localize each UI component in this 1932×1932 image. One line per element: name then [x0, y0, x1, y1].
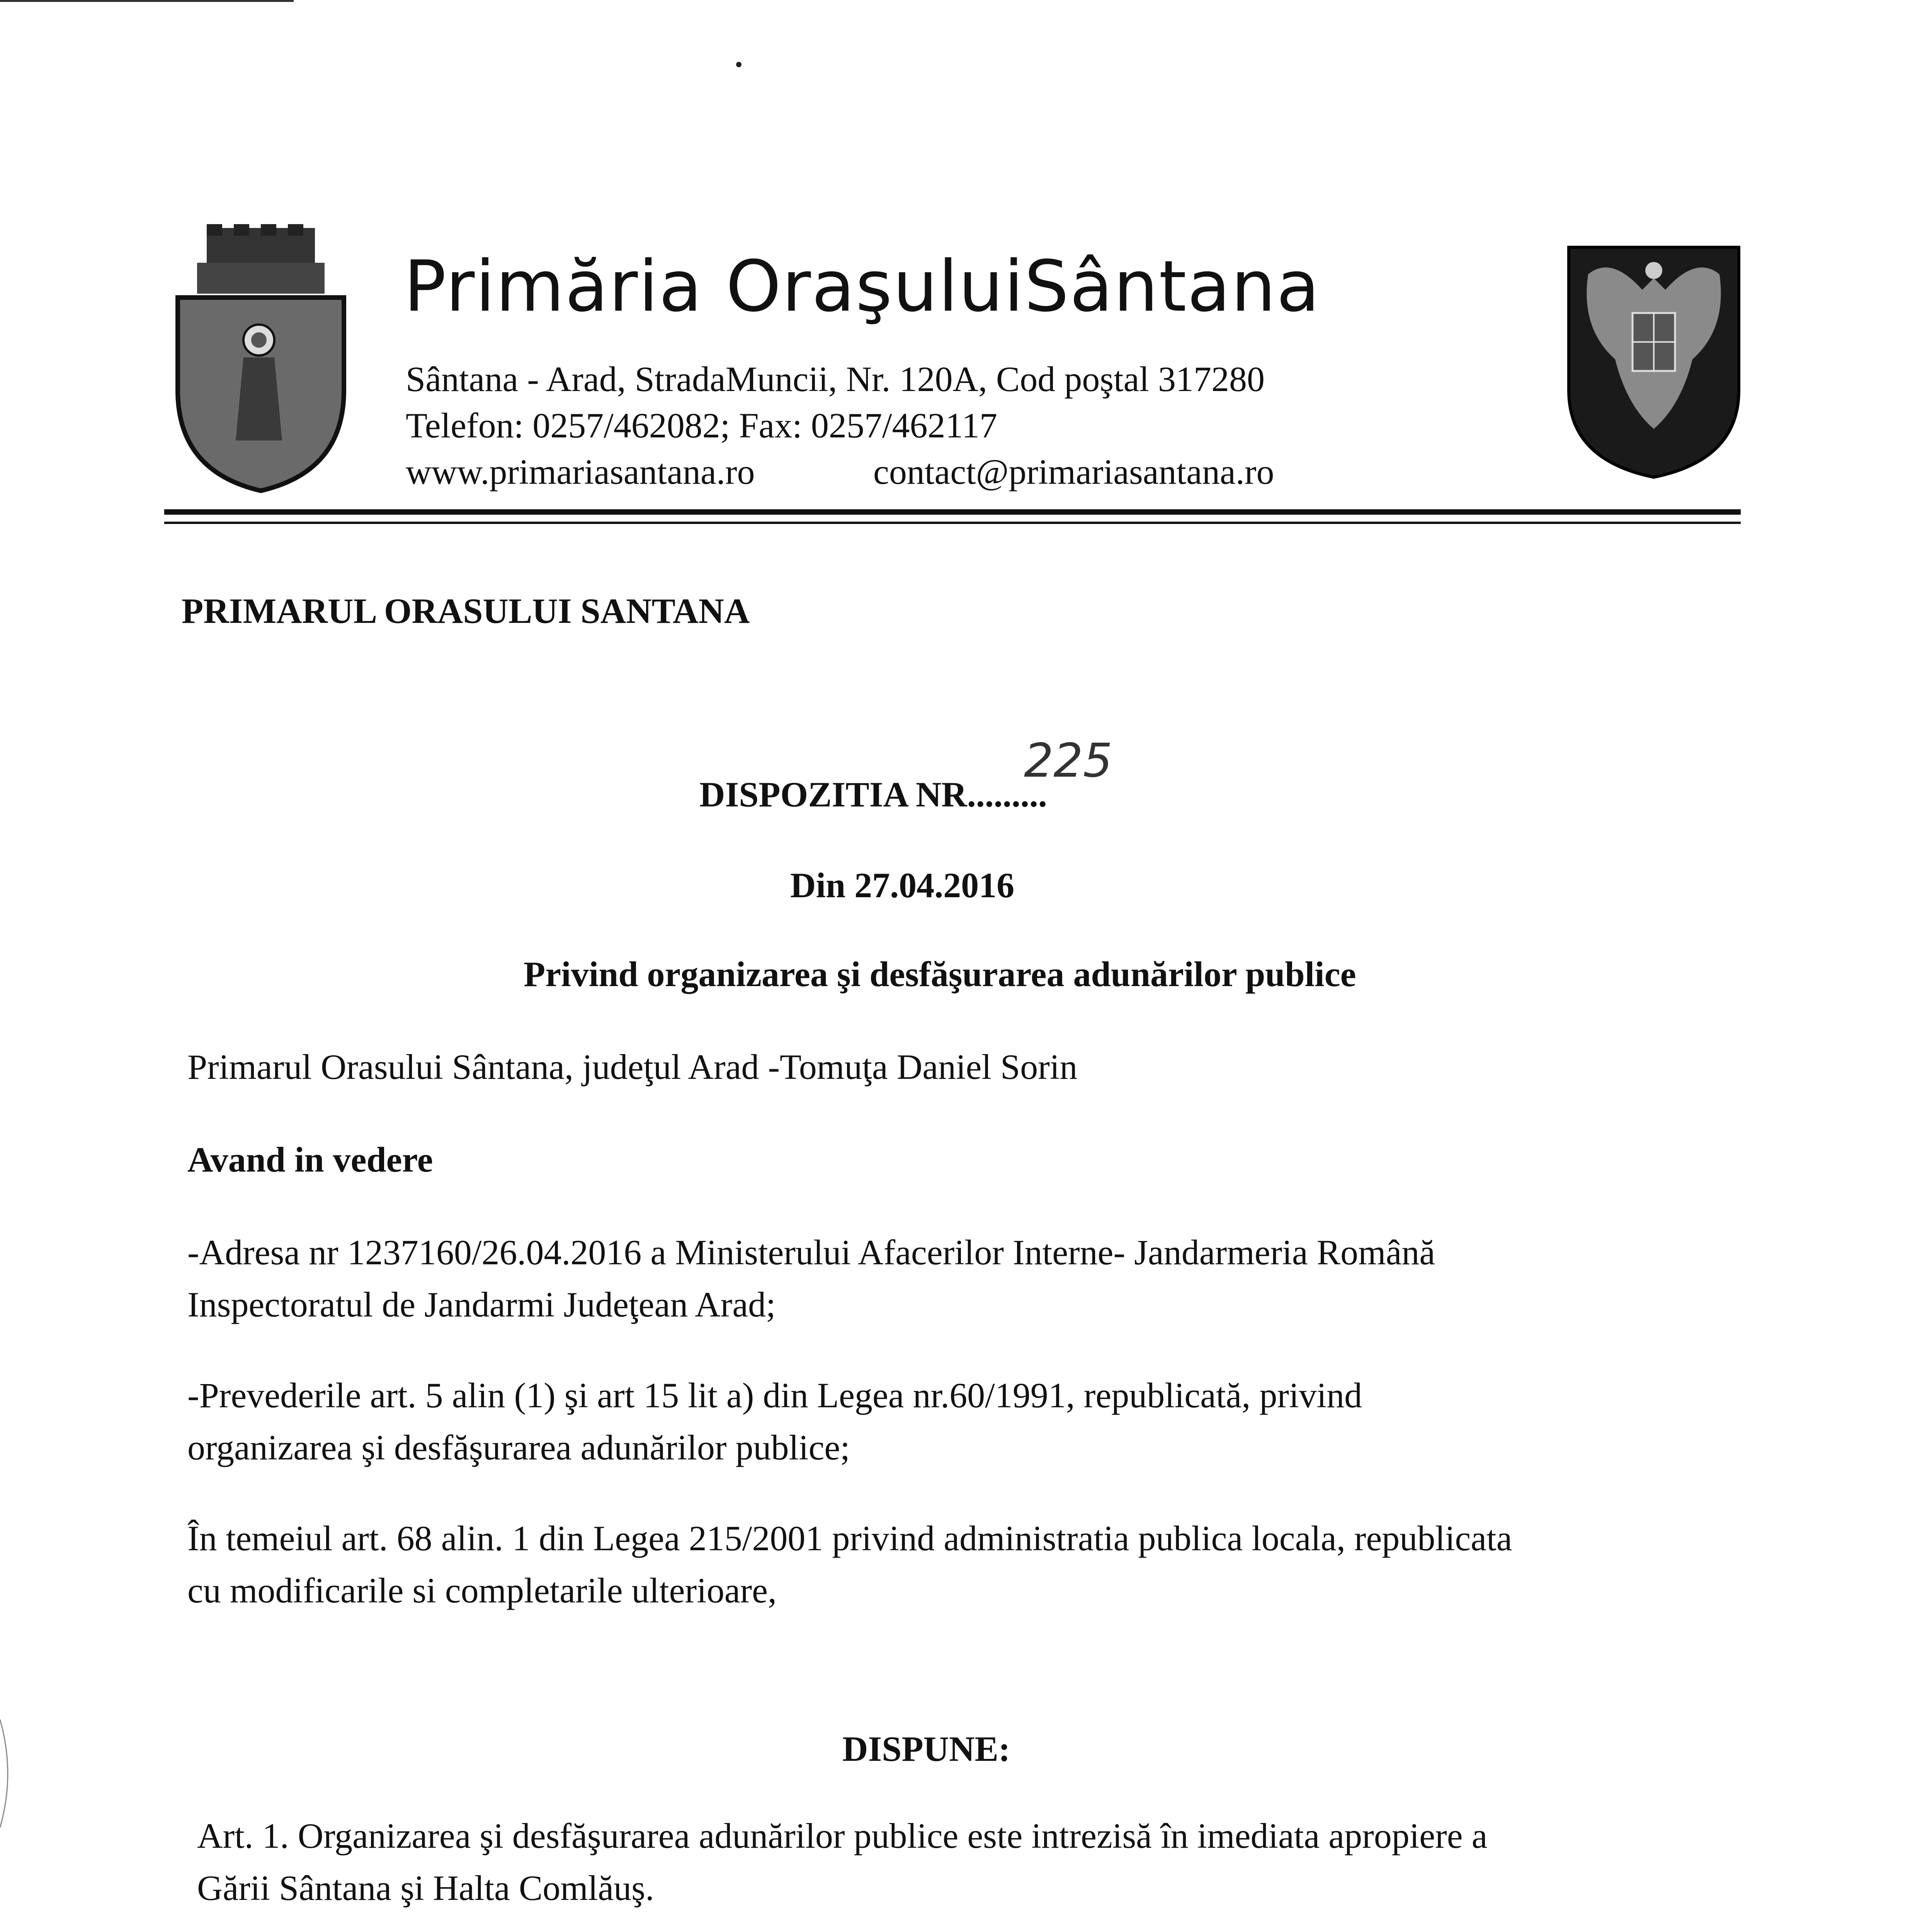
disposition-date: Din 27.04.2016 — [790, 866, 1015, 905]
header-email: contact@primariasantana.ro — [873, 452, 1274, 492]
article-1-line-1: Art. 1. Organizarea şi desfăşurarea adunărilor publice este intrezisă în imediata apropiere a — [197, 1816, 1488, 1855]
romanian-eagle-coat-of-arms-icon — [1565, 243, 1743, 479]
city-coat-of-arms-icon — [170, 224, 352, 495]
header-website: www.primariasantana.ro — [406, 452, 755, 492]
header-separator-thin — [164, 522, 1741, 524]
reference-2-line-1: -Prevederile art. 5 alin (1) şi art 15 lit a) din Legea nr.60/1991, republicată, privind — [187, 1376, 1362, 1415]
disposition-number-label: DISPOZITIA NR......... — [699, 775, 1047, 814]
mayor-statement: Primarul Orasului Sântana, judeţul Arad -Tomuţa Daniel Sorin — [187, 1047, 1078, 1087]
reference-3-line-1: În temeiul art. 68 alin. 1 din Legea 215/2001 privind administratia publica locala, republicata — [187, 1519, 1512, 1558]
issuer-heading: PRIMARUL ORASULUI SANTANA — [182, 591, 750, 631]
reference-2-line-2: organizarea şi desfăşurarea adunărilor publice; — [187, 1428, 850, 1467]
disposes-heading: DISPUNE: — [842, 1729, 1010, 1769]
reference-3-line-2: cu modificarile si completarile ulterioare, — [187, 1571, 777, 1610]
reference-1-line-2: Inspectoratul de Jandarmi Judeţean Arad; — [187, 1285, 776, 1324]
considering-heading: Avand in vedere — [187, 1140, 433, 1179]
scan-speck — [736, 62, 742, 67]
disposition-number-handwritten: 225 — [1024, 734, 1113, 788]
header-address: Sântana - Arad, StradaMuncii, Nr. 120A, Cod poştal 317280 — [406, 359, 1265, 399]
header-phone-fax: Telefon: 0257/462082; Fax: 0257/462117 — [406, 406, 998, 445]
scan-edge-mark — [0, 1716, 15, 1832]
header-title: Primăria OraşuluiSântana — [404, 245, 1320, 327]
article-1-line-2: Gării Sântana şi Halta Comlăuş. — [197, 1868, 654, 1908]
header-separator-thick — [164, 509, 1741, 515]
scan-top-edge-line — [0, 0, 294, 2]
reference-1-line-1: -Adresa nr 1237160/26.04.2016 a Ministerului Afacerilor Interne- Jandarmeria Română — [187, 1233, 1435, 1272]
disposition-subject: Privind organizarea şi desfăşurarea adunărilor publice — [524, 954, 1356, 994]
